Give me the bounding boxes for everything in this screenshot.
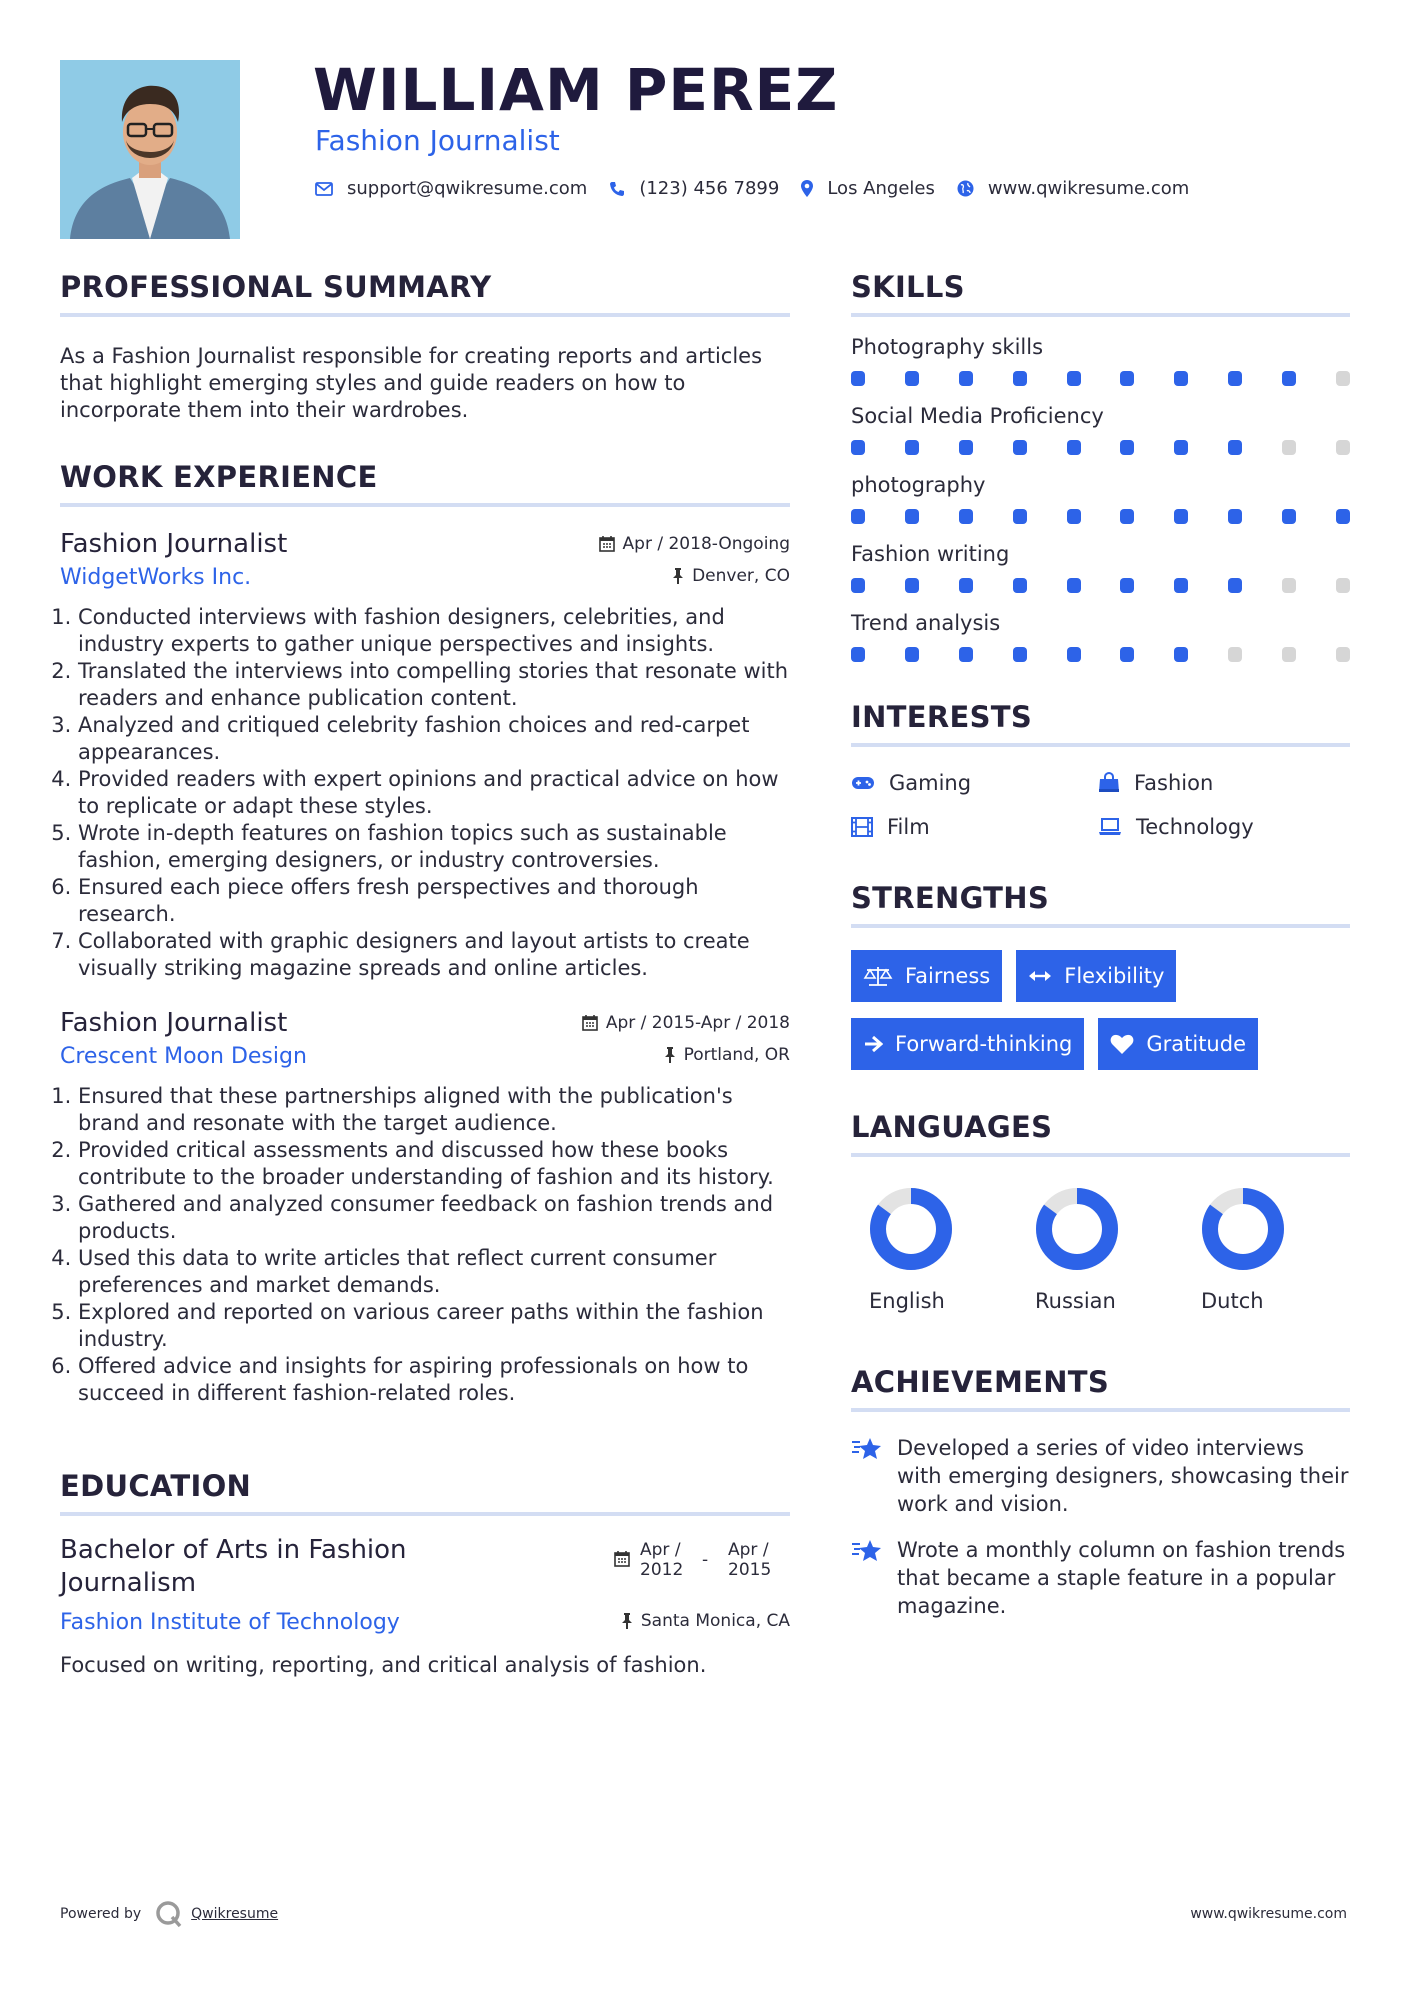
profile-photo (60, 60, 240, 239)
language-name: Russian (1035, 1289, 1116, 1313)
skill-level-dot (959, 578, 973, 593)
skill-name: Photography skills (851, 335, 1044, 359)
footer-url[interactable]: www.qwikresume.com (1190, 1906, 1347, 1922)
skill-level-dot (851, 371, 865, 386)
footer-powered-by: Powered by Qwikresume (60, 1900, 278, 1928)
contact-website[interactable] (957, 178, 1189, 199)
job-bullet: 2. Translated the interviews into compelling stories that resonate with readers and enhance publication content. (78, 658, 790, 712)
contact-phone[interactable] (609, 178, 779, 199)
strengths-heading: STRENGTHS (851, 881, 1350, 928)
skill-level-dot (1282, 440, 1296, 455)
job-bullet: 6. Ensured each piece offers fresh perspectives and thorough research. (78, 874, 790, 928)
candidate-name: WILLIAM PEREZ (313, 56, 839, 124)
skill-level-dot (1120, 647, 1134, 662)
interest-item: Fashion (1098, 771, 1350, 795)
skill-level-dot (959, 647, 973, 662)
skills-list (851, 335, 1350, 662)
shooting-star-icon (851, 1538, 883, 1564)
job-role: Fashion Journalist (60, 1008, 288, 1038)
education-dates: Apr / 2012 - Apr / 2015 (614, 1540, 790, 1600)
skill-level-dot (959, 509, 973, 524)
gamepad-icon (851, 775, 875, 791)
skill-rating (851, 647, 1350, 662)
skill-level-dot (1120, 371, 1134, 386)
calendar-icon (614, 1550, 630, 1567)
envelope-icon (315, 182, 333, 196)
calendar-icon (582, 1014, 598, 1031)
language-proficiency-ring (869, 1187, 953, 1271)
language-item (851, 1187, 1017, 1313)
phone-icon (609, 181, 625, 197)
experience-heading: WORK EXPERIENCE (60, 460, 790, 507)
heart-icon (1110, 1034, 1134, 1055)
interests-list (851, 771, 1350, 839)
skill-rating (851, 440, 1350, 455)
skill-level-dot (1013, 371, 1027, 386)
skill-rating (851, 578, 1350, 593)
skill-level-dot (1336, 371, 1350, 386)
job-bullet: 4. Provided readers with expert opinions and practical advice on how to replicate or adapt these styles. (78, 766, 790, 820)
achievements-list (851, 1434, 1350, 1620)
right-column (851, 270, 1350, 1638)
skill-level-dot (959, 371, 973, 386)
experience-list (60, 529, 790, 1407)
skill-level-dot (1013, 509, 1027, 524)
job-bullet: 1. Conducted interviews with fashion designers, celebrities, and industry experts to gather unique perspectives and insights. (78, 604, 790, 658)
strength-tag: Flexibility (1016, 950, 1176, 1002)
contact-bar (315, 178, 1211, 199)
skill-level-dot (1282, 647, 1296, 662)
job-entry (60, 1008, 790, 1407)
skill-item (851, 335, 1350, 386)
skill-item (851, 611, 1350, 662)
achievements-heading: ACHIEVEMENTS (851, 1365, 1350, 1412)
language-proficiency-ring (1201, 1187, 1285, 1271)
skill-level-dot (851, 578, 865, 593)
arrow-right-icon (863, 1035, 883, 1053)
film-icon (851, 817, 873, 837)
interests-heading: INTERESTS (851, 700, 1350, 747)
language-item (1017, 1187, 1183, 1313)
job-bullet: 4. Used this data to write articles that reflect current consumer preferences and market demands. (78, 1245, 790, 1299)
skill-level-dot (851, 440, 865, 455)
education-degree: Bachelor of Arts in Fashion Journalism (60, 1535, 407, 1598)
languages-heading: LANGUAGES (851, 1110, 1350, 1157)
job-entry (60, 529, 790, 982)
job-company: WidgetWorks Inc. (60, 565, 252, 590)
job-location: Portland, OR (664, 1045, 790, 1065)
education-entry (60, 1534, 790, 1600)
pin-icon (664, 1047, 676, 1063)
arrows-horizontal-icon (1028, 969, 1052, 983)
skill-level-dot (1120, 578, 1134, 593)
skill-level-dot (1228, 578, 1242, 593)
job-bullet: 5. Wrote in-depth features on fashion topics such as sustainable fashion, emerging designers, or industry controversies. (78, 820, 790, 874)
skill-level-dot (1174, 647, 1188, 662)
skill-level-dot (851, 509, 865, 524)
skill-level-dot (1228, 647, 1242, 662)
job-dates: Apr / 2015-Apr / 2018 (582, 1013, 790, 1033)
skill-level-dot (1067, 440, 1081, 455)
skill-level-dot (1228, 509, 1242, 524)
job-bullet: 5. Explored and reported on various career paths within the fashion industry. (78, 1299, 790, 1353)
skill-level-dot (905, 371, 919, 386)
skill-level-dot (1282, 509, 1296, 524)
summary-text: As a Fashion Journalist responsible for creating reports and articles that highlight emerging styles and guide readers on how to incorporate them into their wardrobes. (60, 344, 763, 422)
job-company: Crescent Moon Design (60, 1044, 307, 1069)
contact-location (801, 178, 935, 199)
skill-item (851, 404, 1350, 455)
education-start-month: Apr / (640, 1540, 681, 1560)
skill-level-dot (1336, 509, 1350, 524)
globe-icon (957, 180, 974, 197)
skill-level-dot (1282, 371, 1296, 386)
skill-item (851, 473, 1350, 524)
skill-name: Fashion writing (851, 542, 1010, 566)
skill-level-dot (1336, 578, 1350, 593)
education-location: Santa Monica, CA (621, 1611, 790, 1631)
skill-level-dot (1336, 647, 1350, 662)
job-bullets (60, 1083, 790, 1407)
skill-name: photography (851, 473, 986, 497)
interest-item: Gaming (851, 771, 1098, 795)
location-text: Los Angeles (827, 178, 935, 199)
strengths-list (851, 950, 1350, 1086)
skill-level-dot (1120, 440, 1134, 455)
skill-level-dot (851, 647, 865, 662)
skill-level-dot (1120, 509, 1134, 524)
education-end-month: Apr / (728, 1540, 769, 1560)
contact-email[interactable] (315, 178, 587, 199)
balance-scale-icon (863, 965, 893, 987)
language-name: English (869, 1289, 945, 1313)
calendar-icon (599, 535, 615, 552)
education-end-year: 2015 (728, 1560, 772, 1580)
skill-level-dot (1067, 578, 1081, 593)
interest-item: Film (851, 815, 1098, 839)
interest-item: Technology (1098, 815, 1350, 839)
skill-level-dot (905, 578, 919, 593)
job-role: Fashion Journalist (60, 529, 288, 559)
job-bullet: 6. Offered advice and insights for aspiring professionals on how to succeed in different fashion-related roles. (78, 1353, 790, 1407)
skill-level-dot (905, 440, 919, 455)
education-start-year: 2012 (640, 1560, 684, 1580)
language-proficiency-ring (1035, 1187, 1119, 1271)
job-bullet: 7. Collaborated with graphic designers and layout artists to create visually striking magazine spreads and online articles. (78, 928, 790, 982)
achievement-item (851, 1434, 1350, 1518)
skill-rating (851, 509, 1350, 524)
skills-heading: SKILLS (851, 270, 1350, 317)
skill-level-dot (905, 509, 919, 524)
skill-level-dot (1067, 647, 1081, 662)
shooting-star-icon (851, 1436, 883, 1462)
strength-tag: Forward-thinking (851, 1018, 1084, 1070)
map-marker-icon (801, 180, 813, 197)
summary-heading: PROFESSIONAL SUMMARY (60, 270, 790, 317)
skill-level-dot (1282, 578, 1296, 593)
education-heading: EDUCATION (60, 1469, 790, 1516)
website-text: www.qwikresume.com (987, 178, 1190, 199)
candidate-title: Fashion Journalist (315, 124, 560, 157)
skill-level-dot (1174, 371, 1188, 386)
skill-level-dot (1067, 371, 1081, 386)
language-name: Dutch (1201, 1289, 1264, 1313)
job-bullet: 3. Analyzed and critiqued celebrity fashion choices and red-carpet appearances. (78, 712, 790, 766)
shopping-bag-icon (1098, 772, 1120, 794)
languages-list (851, 1187, 1350, 1313)
skill-name: Trend analysis (851, 611, 1001, 635)
skill-level-dot (1174, 440, 1188, 455)
achievement-item (851, 1536, 1350, 1620)
skill-level-dot (1013, 578, 1027, 593)
achievement-text: Developed a series of video interviews with emerging designers, showcasing their work and vision. (897, 1436, 1349, 1516)
skill-item (851, 542, 1350, 593)
education-school: Fashion Institute of Technology (60, 1610, 400, 1635)
left-column (60, 270, 790, 1677)
job-location: Denver, CO (672, 566, 790, 586)
laptop-icon (1098, 818, 1122, 836)
language-item (1183, 1187, 1349, 1313)
strength-tag: Fairness (851, 950, 1002, 1002)
achievement-text: Wrote a monthly column on fashion trends that became a staple feature in a popular magazine. (897, 1538, 1346, 1618)
phone-text: (123) 456 7899 (639, 178, 780, 199)
skill-level-dot (1336, 440, 1350, 455)
qwikresume-logo-icon (155, 1900, 183, 1928)
pin-icon (672, 568, 684, 584)
skill-level-dot (1013, 647, 1027, 662)
skill-level-dot (1228, 371, 1242, 386)
education-description: Focused on writing, reporting, and critical analysis of fashion. (60, 1653, 707, 1677)
skill-level-dot (905, 647, 919, 662)
education-end (728, 1540, 790, 1600)
skill-level-dot (959, 440, 973, 455)
skill-level-dot (1067, 509, 1081, 524)
job-bullet: 2. Provided critical assessments and discussed how these books contribute to the broader understanding of fashion and its history. (78, 1137, 790, 1191)
skill-level-dot (1013, 440, 1027, 455)
job-dates: Apr / 2018-Ongoing (599, 534, 790, 554)
job-bullet: 3. Gathered and analyzed consumer feedback on fashion trends and products. (78, 1191, 790, 1245)
pin-icon (621, 1613, 633, 1629)
strength-tag: Gratitude (1098, 1018, 1258, 1070)
email-text: support@qwikresume.com (347, 178, 588, 199)
skill-rating (851, 371, 1350, 386)
skill-level-dot (1174, 578, 1188, 593)
skill-level-dot (1174, 509, 1188, 524)
job-bullet: 1. Ensured that these partnerships aligned with the publication's brand and resonate with the target audience. (78, 1083, 790, 1137)
skill-name: Social Media Proficiency (851, 404, 1104, 428)
education-start (640, 1540, 702, 1600)
footer-brand-link[interactable]: Qwikresume (155, 1900, 278, 1928)
job-bullets (60, 604, 790, 982)
skill-level-dot (1228, 440, 1242, 455)
